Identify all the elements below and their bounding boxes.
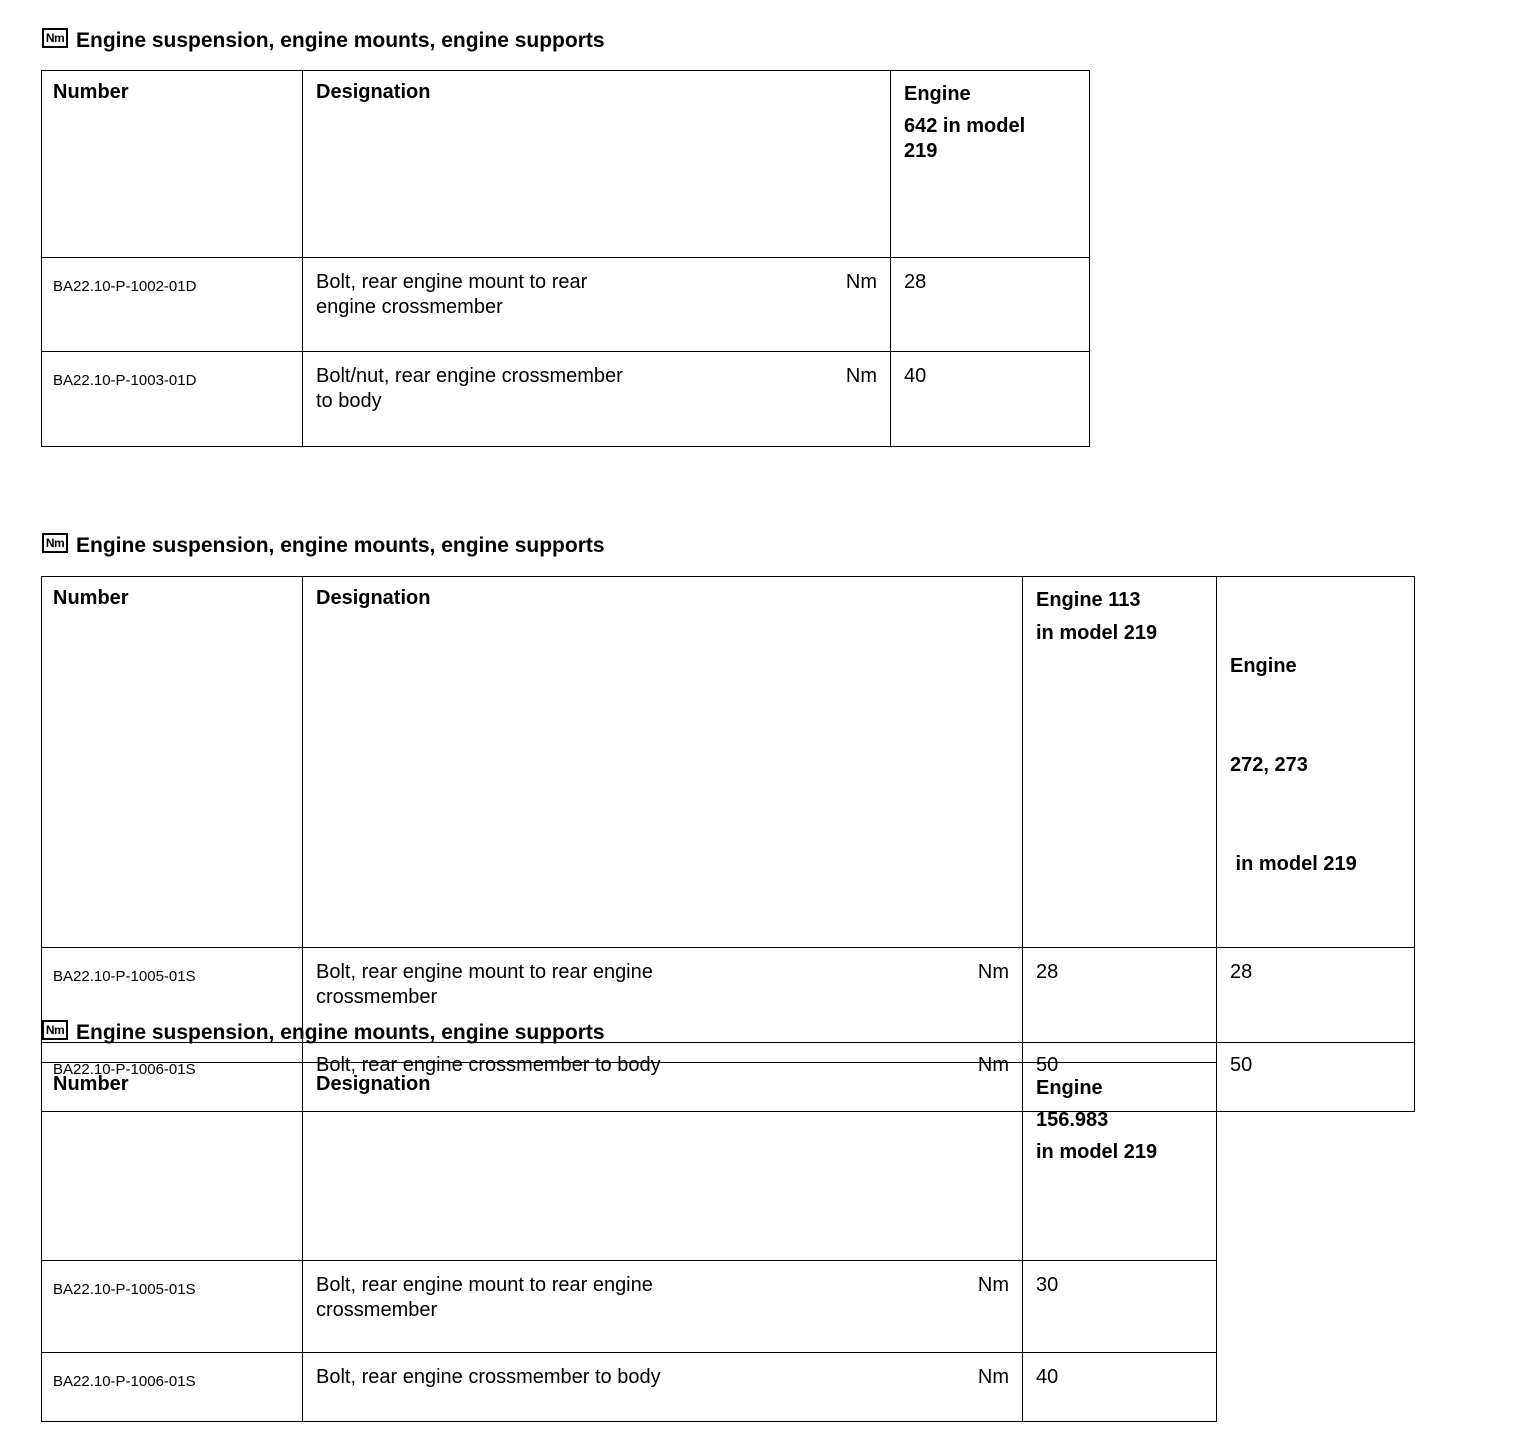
torque-value: 28 [891,258,1090,352]
torque-value: 50 [1023,1043,1217,1112]
torque-value: 50 [1217,1043,1415,1112]
header-number: Number [42,1063,303,1261]
designation-line: Bolt, rear engine mount to rear engine [316,1274,653,1296]
designation-line: Bolt, rear engine mount to rear [316,271,588,293]
torque-table [41,1062,1217,1422]
header-engine [1217,577,1415,948]
section-title: Engine suspension, engine mounts, engine supports [76,29,605,52]
unit-label: Nm [977,1366,1009,1388]
section-title-row [42,26,605,56]
part-number: BA22.10-P-1006-01S [42,1043,303,1112]
torque-nm-icon: Nm [42,28,68,48]
section-title-row [42,1018,605,1048]
header-designation: Designation [303,1063,1023,1261]
table-header-row [42,577,1415,948]
torque-value: 28 [1023,948,1217,1043]
designation-line: Bolt, rear engine crossmember to body [316,1366,661,1388]
header-designation: Designation [303,71,891,258]
header-engine-line: Engine [1230,655,1297,677]
unit-label: Nm [977,1054,1009,1076]
torque-table [41,70,1090,447]
part-number: BA22.10-P-1005-01S [42,1261,303,1353]
header-number: Number [42,577,303,948]
designation-line: crossmember [316,986,438,1008]
header-engine [891,71,1090,258]
table-header-row [42,71,1090,258]
designation-cell [303,1353,1023,1422]
unit-label: Nm [845,365,877,387]
unit-label: Nm [845,271,877,293]
table-row [42,352,1090,447]
designation-line: crossmember [316,1299,438,1321]
designation-line: to body [316,390,382,412]
part-number: BA22.10-P-1005-01S [42,948,303,1043]
part-number: BA22.10-P-1002-01D [42,258,303,352]
torque-value: 30 [1023,1261,1217,1353]
unit-label: Nm [977,1274,1009,1296]
header-engine [1023,1063,1217,1261]
torque-nm-icon: Nm [42,533,68,553]
torque-nm-icon: Nm [42,1020,68,1040]
header-number: Number [42,71,303,258]
table-row [42,1353,1217,1422]
header-engine-line: in model 219 [1036,622,1158,644]
designation-cell [303,258,891,352]
header-engine-line: 156.983 [1036,1109,1109,1131]
designation-line: Bolt, rear engine crossmember to body [316,1054,661,1076]
section-title: Engine suspension, engine mounts, engine supports [76,1021,605,1044]
torque-value: 40 [1023,1353,1217,1422]
table-row [42,1261,1217,1353]
header-engine-line: in model 219 [1230,853,1357,875]
part-number: BA22.10-P-1003-01D [42,352,303,447]
table-header-row [42,1063,1217,1261]
part-number: BA22.10-P-1006-01S [42,1353,303,1422]
header-engine-line: 219 [904,140,938,162]
table-row [42,258,1090,352]
section-title-row [42,531,605,561]
header-engine-line: Engine [1036,1077,1103,1099]
header-designation: Designation [303,577,1023,948]
designation-line: Bolt, rear engine mount to rear engine [316,961,653,983]
header-engine-line: Engine 113 [1036,589,1141,611]
torque-value: 28 [1217,948,1415,1043]
header-engine-line: 272, 273 [1230,754,1308,776]
unit-label: Nm [977,961,1009,983]
header-engine-line: Engine [904,83,971,105]
designation-line: Bolt/nut, rear engine crossmember [316,365,623,387]
header-engine-line: 642 in model [904,115,1026,137]
torque-value: 40 [891,352,1090,447]
header-engine-line: in model 219 [1036,1141,1158,1163]
section-title: Engine suspension, engine mounts, engine supports [76,534,605,557]
designation-cell [303,1261,1023,1353]
header-engine [1023,577,1217,948]
designation-cell [303,352,891,447]
designation-line: engine crossmember [316,296,503,318]
